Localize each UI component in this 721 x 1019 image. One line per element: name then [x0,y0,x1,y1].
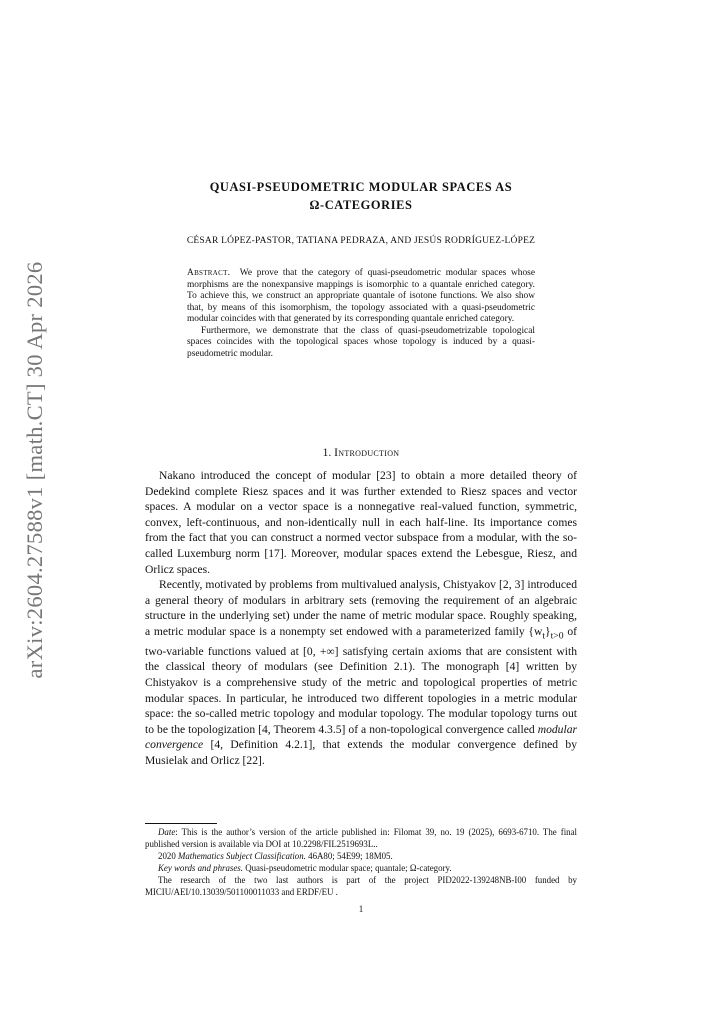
footnote-date-label: Date [158,827,176,837]
footnote-msc-year: 2020 [158,851,178,861]
abstract [187,268,535,360]
section-heading [145,447,577,459]
body-text [145,468,577,769]
footnote-msc-label: Mathematics Subject Classification. [177,851,306,861]
paper-title-line-2: Ω-CATEGORIES [309,198,413,212]
footnote-msc-text: 46A80; 54E99; 18M05. [305,851,393,861]
section-title: Introduction [334,447,400,459]
math-subscript-t: t [542,630,546,642]
section-number: 1. [322,447,332,459]
footnote-date-text: : This is the author’s version of the article published in: Filomat 39, no. 19 (2025), 6693-6710. The final published version is available via DOI at 10.2298/FIL2519693L.. [145,827,577,849]
author-list: CÉSAR LÓPEZ-PASTOR, TATIANA PEDRAZA, AND JESÚS RODRÍGUEZ-LÓPEZ [186,236,536,246]
body-paragraph-2-part-b: of two-variable functions valued at [0, +∞] satisfying certain axioms that are consistent with the classical theory of modulars (see Definition 2.1). The monograph [4] written by Chistyakov is a comprehensive study of the metric and topological properties of metric modular spaces. In particular, he introduced two different topologies in a metric modular space: the so-called metric topology and modular topology. The modular topology turns out to be the topologization [4, Theorem 4.3.5] of a non-topological convergence called [145,624,577,736]
body-paragraph-2 [145,577,577,768]
footnote-funding: The research of the two last authors is part of the project PID2022-139248NB-I00 funded by MICIU/AEI/10.13039/501100011033 and ERDF/EU . [145,875,577,897]
body-paragraph-2-part-a: Recently, motivated by problems from multivalued analysis, Chistyakov [2, 3] introduced a general theory of modulars in arbitrary sets (removing the requirement of an algebraic structure in the underlying set) under the name of metric modular space. Roughly speaking, a metric modular space is a nonempty set endowed with a parameterized family [145,578,577,638]
footnote-keywords-label: Key words and phrases. [158,863,243,873]
arxiv-identifier-stamp [20,261,50,679]
footnote-separator [145,823,217,824]
footnotes [145,826,577,898]
abstract-heading: Abstract. [187,268,231,278]
abstract-text-1: We prove that the category of quasi-pseudometric modular spaces whose morphisms are the nonexpansive mappings is isomorphic to a quantale enriched category. To achieve this, we construct an appropriate quantale of isotone functions. We also show that, by means of this isomorphism, the topology associated with a quasi-pseudometric modular coincides with that generated by its corresponding quantale enriched category. [187,268,535,324]
footnote-msc [145,850,577,862]
footnote-date [145,826,577,850]
paper-title-line-1: QUASI-PSEUDOMETRIC MODULAR SPACES AS [209,180,513,194]
footnote-keywords [145,862,577,874]
page-number: 1 [358,904,364,914]
arxiv-identifier-text: arXiv:2604.27588v1 [math.CT] 30 Apr 2026 [22,261,47,679]
math-family-close: } [545,624,551,638]
math-subscript-t-positive: t>0 [550,630,564,642]
emphasis-modular-convergence: modular convergence [145,722,577,752]
abstract-paragraph-2: Furthermore, we demonstrate that the class of quasi-pseudometrizable topological spaces coincides with the topological spaces whose topology is induced by a quasi-pseudometric modular. [187,325,535,359]
footnote-keywords-text: Quasi-pseudometric modular space; quantale; Ω-category. [242,863,452,873]
body-paragraph-2-part-c: [4, Definition 4.2.1], that extends the modular convergence defined by Musielak and Orlicz [22]. [145,738,577,767]
math-family-open: {w [528,624,543,638]
abstract-paragraph-1 [187,268,535,326]
body-paragraph-1: Nakano introduced the concept of modular [23] to obtain a more detailed theory of Dedekind complete Riesz spaces and it was further extended to Riesz spaces and vector spaces. A modular on a vector space is a nonnegative real-valued function, symmetric, convex, left-continuous, and non-identically null in each half-line. Its importance comes from the fact that you can construct a normed vector subspace from a modular, with the so-called Luxemburg norm [17]. Moreover, modular spaces extend the Lebesgue, Riesz, and Orlicz spaces. [145,469,577,576]
